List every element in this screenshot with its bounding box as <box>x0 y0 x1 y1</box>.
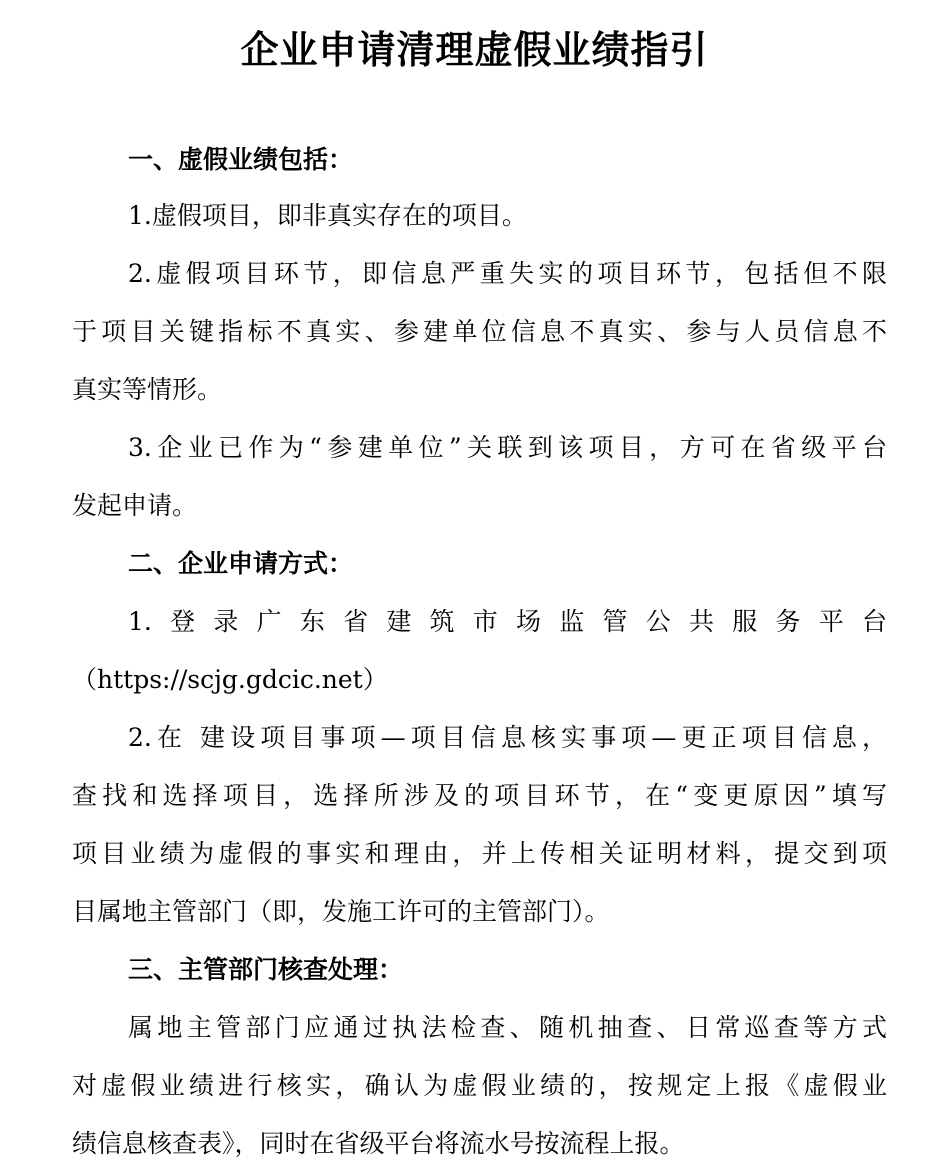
paragraph-line: 于项目关键指标不真实、参建单位信息不真实、参与人员信息不 <box>72 317 887 346</box>
paragraph-line: 项目业绩为虚假的事实和理由，并上传相关证明材料，提交到项 <box>72 839 887 868</box>
paragraph-line: 对虚假业绩进行核实，确认为虚假业绩的，按规定上报《虚假业 <box>72 1071 887 1100</box>
paragraph-line: 目属地主管部门（即，发施工许可的主管部门）。 <box>72 897 610 926</box>
paragraph-line: 2.虚假项目环节，即信息严重失实的项目环节，包括但不限 <box>128 259 887 288</box>
paragraph-line: 3.企业已作为“参建单位”关联到该项目，方可在省级平台 <box>128 433 887 462</box>
paragraph-line: 真实等情形。 <box>72 375 223 404</box>
paragraph-line: 绩信息核查表》，同时在省级平台将流水号按流程上报。 <box>72 1129 685 1158</box>
paragraph-line: 1.登录广东省建筑市场监管公共服务平台 <box>128 607 887 636</box>
section-heading-1: 一、虚假业绩包括： <box>128 145 354 174</box>
paragraph-line: 发起申请。 <box>72 491 198 520</box>
paragraph-line: 2.在 建设项目事项—项目信息核实事项—更正项目信息， <box>128 723 887 752</box>
paragraph-line: 属地主管部门应通过执法检查、随机抽查、日常巡查等方式 <box>128 1013 887 1042</box>
section-heading-2: 二、企业申请方式： <box>128 549 354 578</box>
platform-url-line: （https://scjg.gdcic.net） <box>72 665 388 694</box>
section-heading-3: 三、主管部门核查处理： <box>128 955 404 984</box>
paragraph-line: 1.虚假项目，即非真实存在的项目。 <box>128 201 527 230</box>
paragraph-line: 查找和选择项目，选择所涉及的项目环节，在“变更原因”填写 <box>72 781 887 810</box>
document-title: 企业申请清理虚假业绩指引 <box>240 28 709 72</box>
